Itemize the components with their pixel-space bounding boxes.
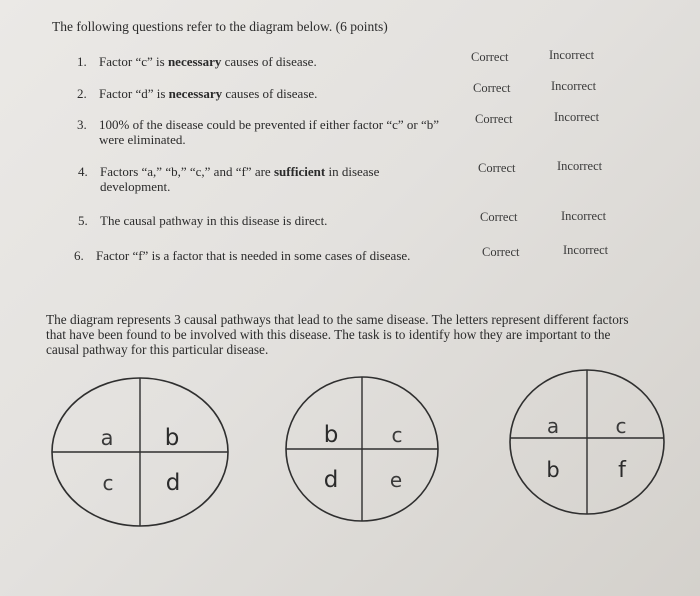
question-text: 100% of the disease could be prevented if either factor “c” or “b” were eliminated. <box>99 117 440 147</box>
section-header: The following questions refer to the diagram below. (6 points) <box>52 19 388 34</box>
pie-factor-label: c <box>615 414 627 438</box>
causal-pie-1 <box>52 378 228 526</box>
q4-incorrect-option[interactable]: Incorrect <box>557 159 603 173</box>
q3-correct-option[interactable]: Correct <box>475 112 513 126</box>
question-text: The causal pathway in this disease is direct. <box>100 213 328 228</box>
diagram-description: The diagram represents 3 causal pathways that lead to the same disease. The letters represent different factors that have been found to be involved with this disease. The task is to identify how they are important to the causal pathway for this particular disease. <box>46 312 629 357</box>
question-number: 2. <box>77 86 87 101</box>
pie-factor-label: b <box>546 458 560 482</box>
q4-correct-option[interactable]: Correct <box>478 161 516 175</box>
q3-incorrect-option[interactable]: Incorrect <box>554 110 600 124</box>
pie-factor-label: d <box>165 470 181 496</box>
q2-incorrect-option[interactable]: Incorrect <box>551 79 597 93</box>
pie-factor-label: a <box>546 414 560 438</box>
pie-factor-label: a <box>100 426 114 450</box>
q5-correct-option[interactable]: Correct <box>480 210 518 224</box>
pie-factor-label: b <box>164 425 180 451</box>
question-number: 3. <box>77 117 87 132</box>
q1-incorrect-option[interactable]: Incorrect <box>549 48 595 62</box>
q1-correct-option[interactable]: Correct <box>471 50 509 64</box>
question-text: Factor “c” is necessary causes of disease. <box>99 54 317 69</box>
pie-factor-label: c <box>102 471 114 495</box>
question-number: 1. <box>77 54 87 69</box>
question-number: 5. <box>78 213 88 228</box>
q2-correct-option[interactable]: Correct <box>473 81 511 95</box>
pie-factor-label: e <box>389 468 403 492</box>
question-text: Factors “a,” “b,” “c,” and “f” are sufficient in disease development. <box>100 164 380 194</box>
question-number: 4. <box>78 164 88 179</box>
q5-incorrect-option[interactable]: Incorrect <box>561 209 607 223</box>
pie-factor-label: c <box>391 423 403 447</box>
causal-pie-2 <box>286 377 438 521</box>
question-number: 6. <box>74 248 84 263</box>
causal-pie-3 <box>510 370 664 514</box>
pie-factor-label: f <box>618 458 626 483</box>
q6-correct-option[interactable]: Correct <box>482 245 520 259</box>
pie-factor-label: b <box>323 422 339 448</box>
question-text: Factor “f” is a factor that is needed in some cases of disease. <box>96 248 411 263</box>
question-text: Factor “d” is necessary causes of disease. <box>99 86 318 101</box>
q6-incorrect-option[interactable]: Incorrect <box>563 243 609 257</box>
pie-factor-label: d <box>323 467 339 493</box>
